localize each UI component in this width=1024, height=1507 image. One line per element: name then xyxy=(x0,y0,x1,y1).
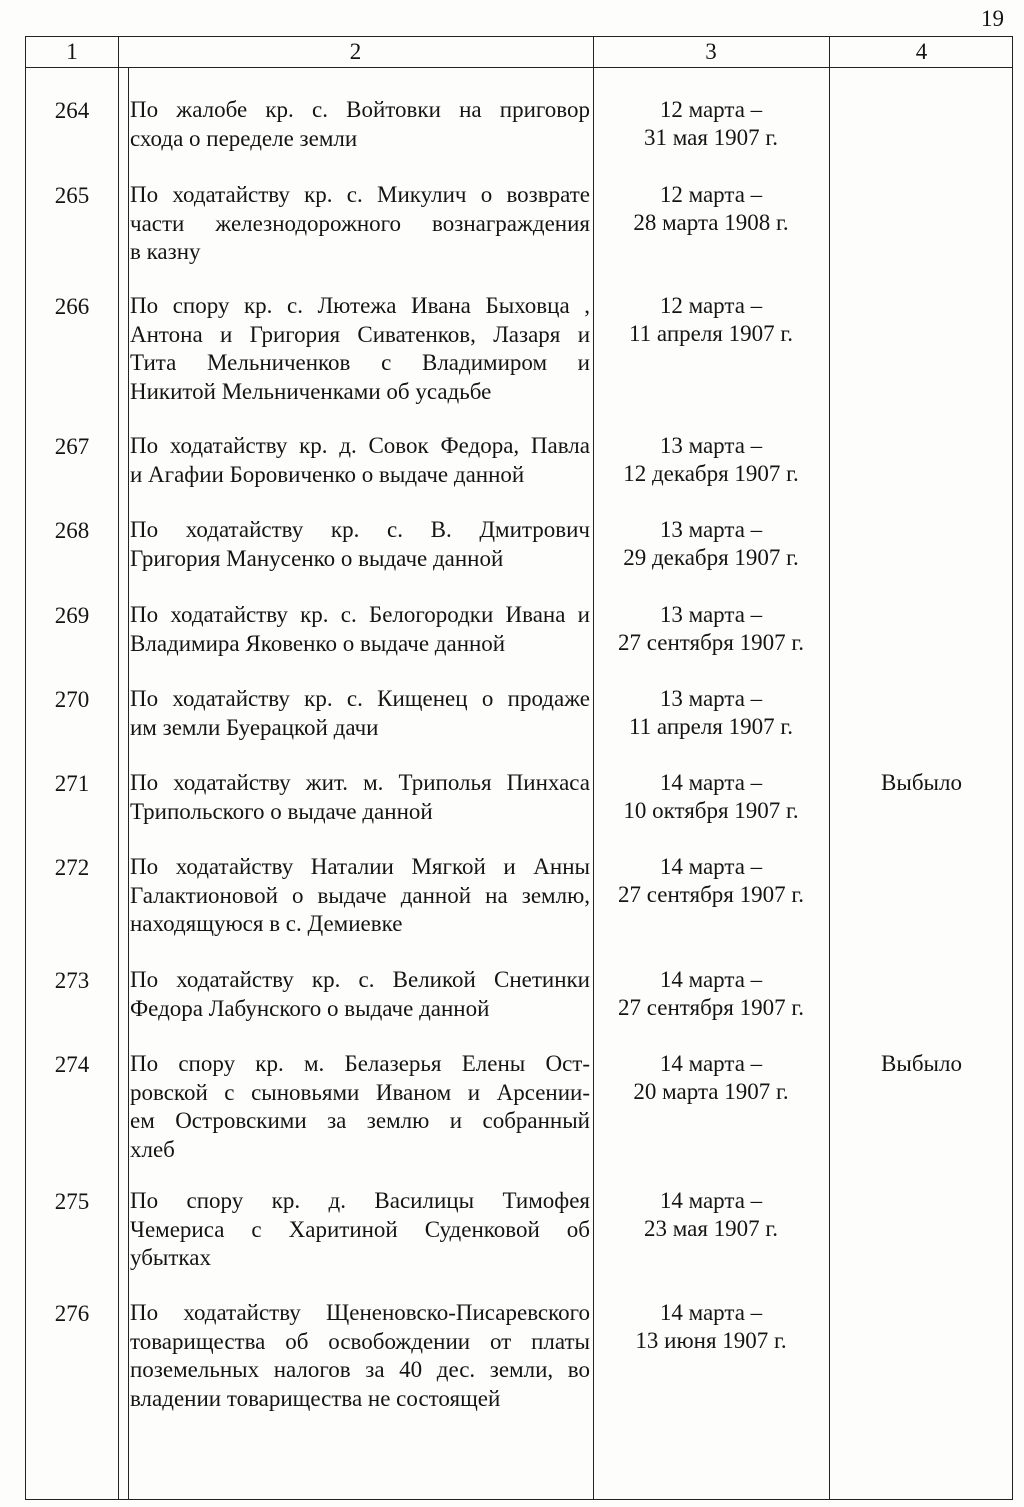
description-line: По спору кр. с. Лютежа Ивана Быховца , xyxy=(130,293,590,318)
table-header xyxy=(26,37,1012,68)
date-line: 14 марта – xyxy=(659,1188,763,1213)
row-number: 271 xyxy=(54,771,90,796)
row-number: 276 xyxy=(54,1301,90,1326)
date-line: 20 марта 1907 г. xyxy=(633,1079,789,1104)
date-range xyxy=(593,685,829,741)
header-col-1: 1 xyxy=(66,39,78,64)
description-line: По спору кр. м. Белазерья Елены Ост- xyxy=(130,1051,590,1076)
description-line: По спору кр. д. Василицы Тимофея xyxy=(130,1188,590,1213)
date-range xyxy=(593,432,829,488)
description-line: По ходатайству жит. м. Триполья Пинхаса xyxy=(130,770,590,795)
case-description xyxy=(130,1187,590,1273)
date-range xyxy=(593,1050,829,1106)
description-line: Галактионовой о выдаче данной на землю, xyxy=(130,882,590,908)
description-line: По ходатайству кр. с. В. Дмитрович xyxy=(130,517,590,542)
date-range xyxy=(593,181,829,237)
case-description xyxy=(130,769,590,826)
description-line: в казну xyxy=(130,239,201,264)
date-line: 27 сентября 1907 г. xyxy=(618,995,804,1020)
date-line: 12 марта – xyxy=(659,293,763,318)
date-range xyxy=(593,601,829,657)
description-line: Григория Манусенко о выдаче данной xyxy=(130,545,504,571)
date-line: 13 марта – xyxy=(659,433,763,458)
date-line: 27 сентября 1907 г. xyxy=(618,630,804,655)
description-line: По ходатайству кр. с. Микулич о возврате xyxy=(130,182,590,207)
description-line: ем Островскими за землю и собранный xyxy=(130,1108,590,1133)
row-number: 264 xyxy=(54,98,90,123)
header-col-2: 2 xyxy=(349,39,362,64)
description-line: ровской с сыновьями Иваном и Арсении- xyxy=(130,1079,590,1105)
date-range xyxy=(593,853,829,909)
date-range xyxy=(593,1187,829,1243)
date-line: 13 марта – xyxy=(659,686,763,711)
case-description xyxy=(130,966,590,1023)
date-line: 13 марта – xyxy=(659,517,763,542)
description-line: По ходатайству кр. с. Великой Снетинки xyxy=(130,967,590,992)
description-line: поземельных налогов за 40 дес. земли, во xyxy=(130,1357,590,1382)
row-number: 270 xyxy=(54,687,90,712)
date-range xyxy=(593,292,829,348)
date-line: 12 декабря 1907 г. xyxy=(623,461,799,486)
date-line: 14 марта – xyxy=(659,770,763,795)
date-range xyxy=(593,966,829,1022)
row-number: 268 xyxy=(54,518,90,543)
description-line: По жалобе кр. с. Войтовки на приговор xyxy=(130,97,590,122)
case-description xyxy=(130,1299,590,1413)
description-line: Трипольского о выдаче данной xyxy=(130,798,433,824)
column-divider xyxy=(118,37,119,1499)
date-line: 14 марта – xyxy=(659,854,763,879)
row-number: 269 xyxy=(54,603,90,628)
header-col-3: 3 xyxy=(705,39,717,64)
description-line: Антона и Григория Сиватенков, Лазаря и xyxy=(130,321,590,347)
description-line: товарищества об освобождении от платы xyxy=(130,1328,590,1354)
date-line: 29 декабря 1907 г. xyxy=(623,545,799,570)
date-line: 14 марта – xyxy=(659,1300,763,1325)
description-line: Никитой Мельниченками об усадьбе xyxy=(130,378,492,404)
date-line: 13 июня 1907 г. xyxy=(635,1328,787,1353)
description-line: находящуюся в с. Демиевке xyxy=(130,911,403,936)
date-range xyxy=(593,516,829,572)
description-line: и Агафии Боровиченко о выдаче данной xyxy=(130,461,525,487)
description-line: им земли Буерацкой дачи xyxy=(130,714,379,740)
row-number: 266 xyxy=(54,294,90,319)
date-line: 11 апреля 1907 г. xyxy=(629,714,793,739)
date-line: 11 апреля 1907 г. xyxy=(629,321,793,346)
description-line: По ходатайству кр. с. Белогородки Ивана и xyxy=(130,602,590,627)
register-table xyxy=(25,36,1013,1500)
date-line: 14 марта – xyxy=(659,1051,763,1076)
column-divider xyxy=(593,37,594,1499)
page-number: 19 xyxy=(981,6,1004,31)
row-number: 273 xyxy=(54,968,90,993)
description-line: По ходатайству Наталии Мягкой и Анны xyxy=(130,854,590,879)
description-line: Федора Лабунского о выдаче данной xyxy=(130,995,490,1021)
case-description xyxy=(130,181,590,267)
date-line: 12 марта – xyxy=(659,97,763,122)
description-line: убытках xyxy=(130,1245,211,1270)
description-line: По ходатайству Щененовско-Писаревского xyxy=(130,1300,590,1325)
description-line: владении товарищества не состоящей xyxy=(130,1385,501,1411)
row-number: 267 xyxy=(54,434,90,459)
case-description xyxy=(130,1050,590,1164)
date-line: 14 марта – xyxy=(659,967,763,992)
date-line: 28 марта 1908 г. xyxy=(633,210,789,235)
row-number: 275 xyxy=(54,1189,90,1214)
row-number: 272 xyxy=(54,855,90,880)
description-line: Владимира Яковенко о выдаче данной xyxy=(130,630,506,656)
date-line: 13 марта – xyxy=(659,602,763,627)
row-number: 265 xyxy=(54,183,90,208)
header-col-4: 4 xyxy=(915,39,928,64)
case-description xyxy=(130,96,590,153)
case-description xyxy=(130,685,590,742)
case-description xyxy=(130,601,590,658)
date-line: 23 мая 1907 г. xyxy=(643,1216,779,1241)
case-description xyxy=(130,516,590,573)
description-line: схода о переделе земли xyxy=(130,125,358,151)
date-range xyxy=(593,769,829,825)
date-line: 12 марта – xyxy=(659,182,763,207)
column-divider-inner xyxy=(128,67,129,1499)
date-line: 31 мая 1907 г. xyxy=(643,125,779,150)
date-line: 27 сентября 1907 г. xyxy=(618,882,804,907)
case-description xyxy=(130,292,590,406)
date-line: 10 октября 1907 г. xyxy=(623,798,799,823)
description-line: По ходатайству кр. д. Совок Федора, Павла xyxy=(130,433,590,458)
description-line: части железнодорожного вознаграждения xyxy=(130,210,590,236)
date-range xyxy=(593,1299,829,1355)
date-range xyxy=(593,96,829,152)
description-line: Чемериса с Харитиной Суденковой об xyxy=(130,1216,590,1242)
case-description xyxy=(130,853,590,939)
description-line: По ходатайству кр. с. Кищенец о продаже xyxy=(130,686,590,711)
row-number: 274 xyxy=(54,1052,90,1077)
description-line: хлеб xyxy=(130,1136,175,1162)
description-line: Тита Мельниченков с Владимиром и xyxy=(130,350,590,375)
case-description xyxy=(130,432,590,489)
column-divider xyxy=(829,37,830,1499)
note: Выбыло xyxy=(881,1051,962,1076)
note: Выбыло xyxy=(881,770,962,795)
